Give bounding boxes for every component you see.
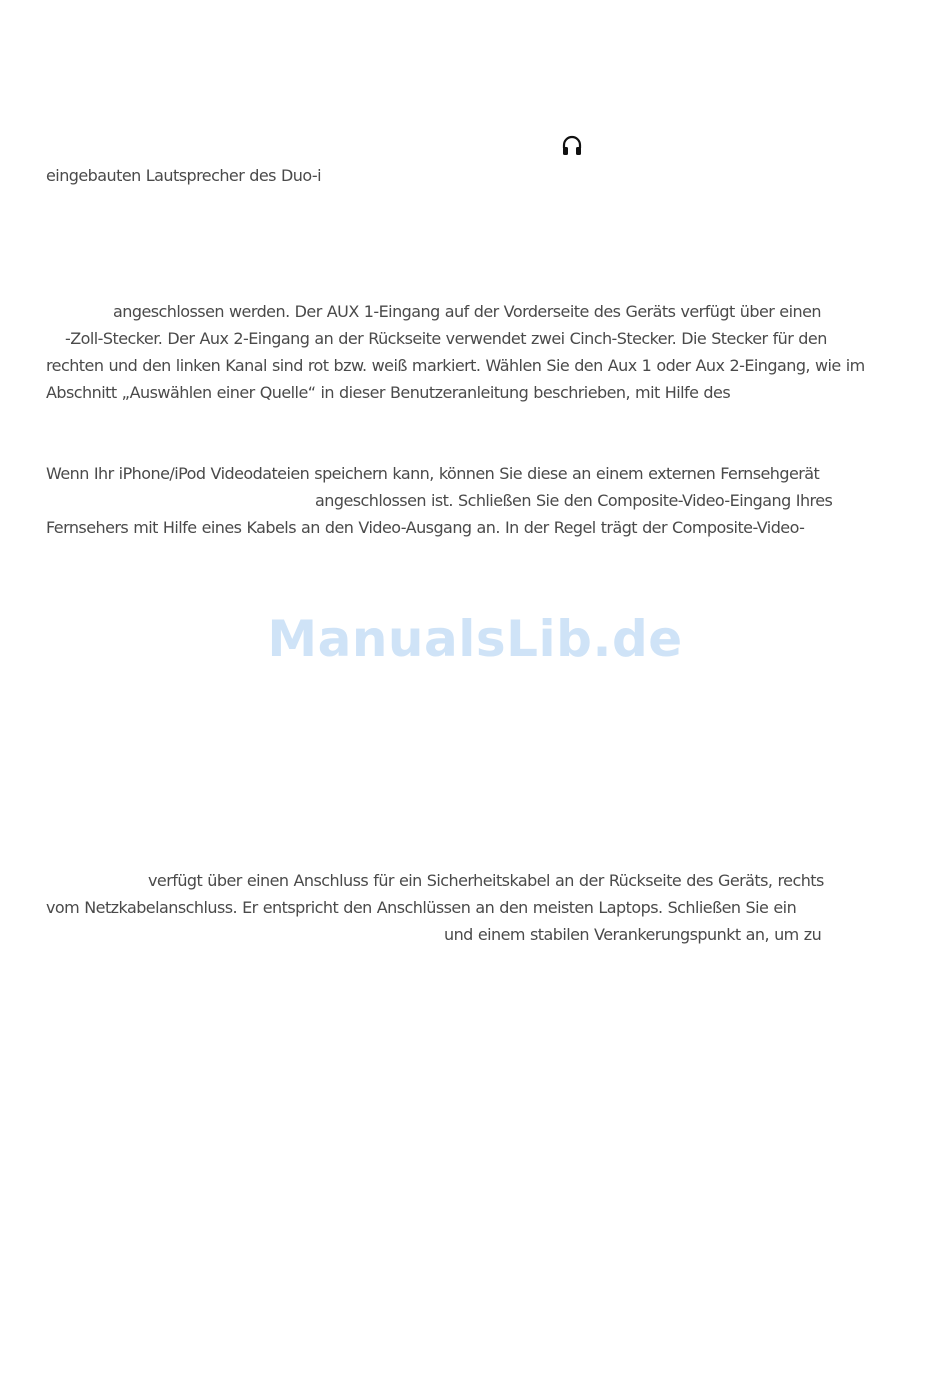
text-line: Fernsehers mit Hilfe eines Kabels an den Video-Ausgang an. In der Regel trägt der Composite-Video- — [46, 518, 805, 537]
text-line: und einem stabilen Verankerungspunkt an, um zu — [444, 925, 822, 944]
text-line: Abschnitt „Auswählen einer Quelle“ in dieser Benutzeranleitung beschrieben, mit Hilfe des — [46, 383, 731, 402]
text-line: verfügt über einen Anschluss für ein Sicherheitskabel an der Rückseite des Geräts, rechts — [148, 871, 824, 890]
text-line: angeschlossen ist. Schließen Sie den Composite-Video-Eingang Ihres — [315, 491, 833, 510]
text-line: -Zoll-Stecker. Der Aux 2-Eingang an der Rückseite verwendet zwei Cinch-Stecker. Die Stecker für den — [65, 329, 827, 348]
text-line: rechten und den linken Kanal sind rot bzw. weiß markiert. Wählen Sie den Aux 1 oder Aux 2-Eingang, wie im — [46, 356, 865, 375]
text-line: vom Netzkabelanschluss. Er entspricht den Anschlüssen an den meisten Laptops. Schließen Sie ein — [46, 898, 797, 917]
text-line: Wenn Ihr iPhone/iPod Videodateien speichern kann, können Sie diese an einem externen Fernsehgerät — [46, 464, 820, 483]
text-line: angeschlossen werden. Der AUX 1-Eingang auf der Vorderseite des Geräts verfügt über einen — [113, 302, 821, 321]
watermark: ManualsLib.de — [267, 610, 683, 668]
text-line: eingebauten Lautsprecher des Duo-i — [46, 166, 322, 185]
headphone-icon — [561, 134, 583, 156]
